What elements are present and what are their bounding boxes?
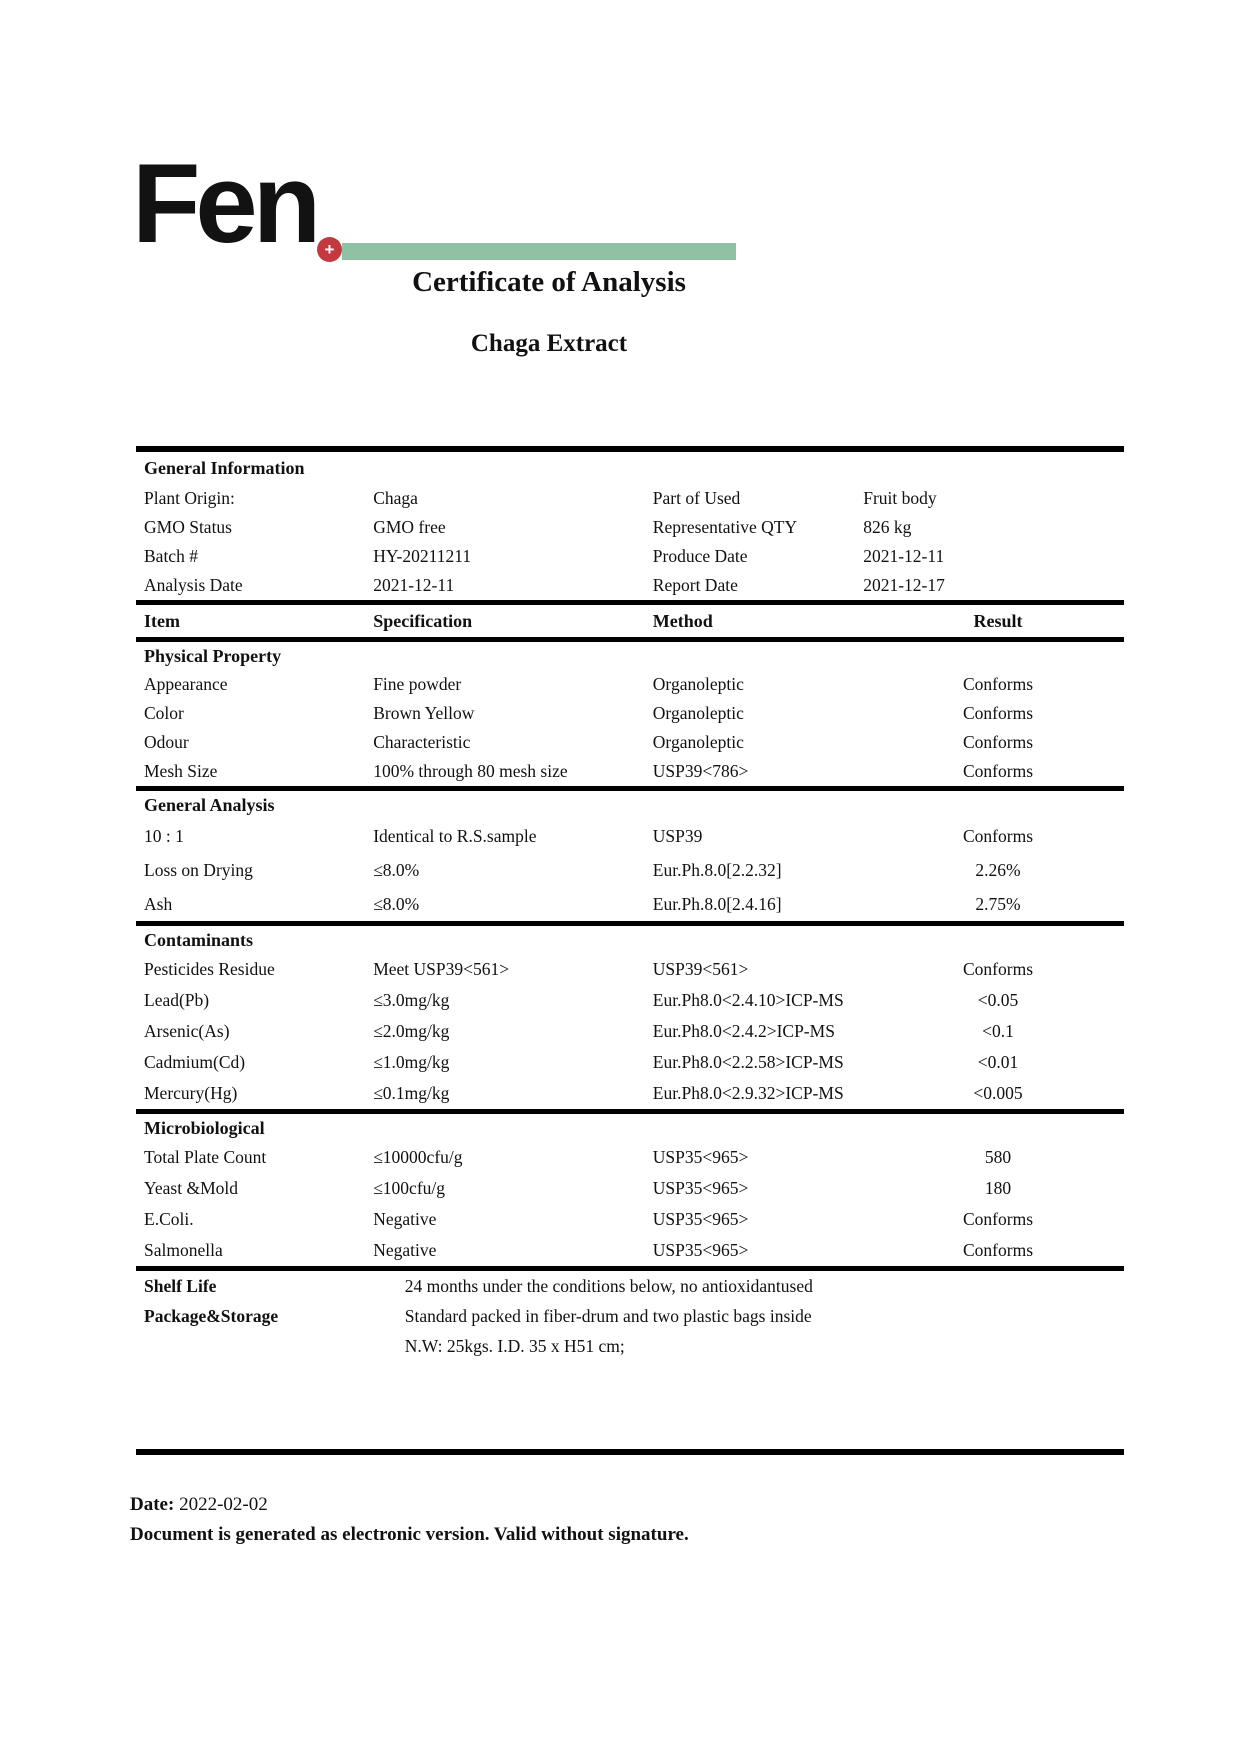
spec-cell: ≤100cfu/g xyxy=(373,1178,446,1198)
method-cell: USP39<786> xyxy=(652,761,749,781)
method-cell: USP35<965> xyxy=(652,1209,749,1229)
section-heading-contaminants: Contaminants xyxy=(144,930,254,950)
item-cell: Arsenic(As) xyxy=(144,1021,230,1041)
contaminants-rows xyxy=(136,954,1124,1109)
method-cell: Eur.Ph8.0<2.9.32>ICP-MS xyxy=(652,1083,844,1103)
result-cell: <0.05 xyxy=(977,990,1019,1010)
item-cell: 10 : 1 xyxy=(144,826,184,846)
spec-row xyxy=(136,954,1124,985)
storage-label: Shelf Life xyxy=(144,1276,217,1296)
method-cell: Eur.Ph.8.0[2.4.16] xyxy=(652,894,782,914)
bottom-gap xyxy=(136,1361,1124,1449)
spec-row xyxy=(136,1204,1124,1235)
storage-value: 24 months under the conditions below, no antioxidantused xyxy=(404,1276,813,1296)
section-heading-general-analysis: General Analysis xyxy=(144,795,275,815)
header-method: Method xyxy=(652,611,713,631)
product-subtitle: Chaga Extract xyxy=(470,330,628,357)
spec-row xyxy=(136,853,1124,887)
footer-date xyxy=(130,1490,689,1520)
spec-cell: Brown Yellow xyxy=(373,703,475,723)
method-cell: Eur.Ph.8.0[2.2.32] xyxy=(652,860,782,880)
info-value: 2021-12-11 xyxy=(373,575,455,595)
method-cell: Organoleptic xyxy=(652,703,744,723)
spec-cell: Characteristic xyxy=(373,732,471,752)
info-value: GMO free xyxy=(373,517,446,537)
title-box xyxy=(136,266,962,299)
certificate-title: Certificate of Analysis xyxy=(412,266,686,298)
spec-cell: ≤8.0% xyxy=(373,894,420,914)
info-label: Plant Origin: xyxy=(144,488,235,508)
result-cell: Conforms xyxy=(963,674,1033,694)
footer xyxy=(130,1490,689,1550)
storage-row xyxy=(136,1331,1124,1361)
physical-property-rows xyxy=(136,670,1124,786)
method-cell: USP35<965> xyxy=(652,1147,749,1167)
storage-label xyxy=(136,1331,405,1361)
result-cell: 180 xyxy=(984,1178,1012,1198)
spec-row xyxy=(136,819,1124,853)
info-value: 2021-12-11 xyxy=(863,546,945,566)
item-cell: Mesh Size xyxy=(144,761,218,781)
general-info-row xyxy=(136,513,1124,542)
item-cell: Ash xyxy=(144,894,173,914)
header-specification: Specification xyxy=(373,611,473,631)
spec-cell: ≤3.0mg/kg xyxy=(373,990,450,1010)
coa-table xyxy=(136,446,1124,1455)
info-value: 826 kg xyxy=(863,517,912,537)
item-cell: Total Plate Count xyxy=(144,1147,267,1167)
header-result: Result xyxy=(973,611,1023,631)
section-heading-microbiological: Microbiological xyxy=(144,1118,265,1138)
spec-row xyxy=(136,887,1124,921)
table-header-row xyxy=(136,605,1124,637)
spec-cell: Identical to R.S.sample xyxy=(373,826,537,846)
info-value: Fruit body xyxy=(863,488,937,508)
storage-row xyxy=(136,1271,1124,1301)
result-cell: 580 xyxy=(984,1147,1012,1167)
method-cell: Organoleptic xyxy=(652,674,744,694)
storage-value: Standard packed in fiber-drum and two plastic bags inside xyxy=(404,1306,812,1326)
result-cell: Conforms xyxy=(963,703,1033,723)
microbiological-rows xyxy=(136,1142,1124,1266)
item-cell: Yeast &Mold xyxy=(144,1178,239,1198)
spec-cell: ≤0.1mg/kg xyxy=(373,1083,450,1103)
item-cell: Color xyxy=(144,703,184,723)
spec-cell: Negative xyxy=(373,1209,437,1229)
result-cell: <0.005 xyxy=(973,1083,1023,1103)
method-cell: Eur.Ph8.0<2.4.2>ICP-MS xyxy=(652,1021,835,1041)
method-cell: USP39<561> xyxy=(652,959,749,979)
general-analysis-rows xyxy=(136,819,1124,921)
spec-row xyxy=(136,985,1124,1016)
item-cell: Odour xyxy=(144,732,189,752)
info-label: Produce Date xyxy=(652,546,748,566)
spec-cell: Meet USP39<561> xyxy=(373,959,510,979)
info-value: Chaga xyxy=(373,488,418,508)
spec-cell: Fine powder xyxy=(373,674,462,694)
spec-row xyxy=(136,728,1124,757)
info-label: Report Date xyxy=(652,575,738,595)
method-cell: USP35<965> xyxy=(652,1240,749,1260)
method-cell: Eur.Ph8.0<2.2.58>ICP-MS xyxy=(652,1052,844,1072)
spec-row xyxy=(136,1078,1124,1109)
spec-row xyxy=(136,757,1124,786)
method-cell: USP35<965> xyxy=(652,1178,749,1198)
info-label: GMO Status xyxy=(144,517,232,537)
result-cell: Conforms xyxy=(963,1240,1033,1260)
method-cell: Organoleptic xyxy=(652,732,744,752)
result-cell: Conforms xyxy=(963,732,1033,752)
general-information-heading: General Information xyxy=(144,458,305,478)
general-info-row xyxy=(136,484,1124,513)
logo-accent-bar xyxy=(342,243,736,260)
info-label: Representative QTY xyxy=(652,517,798,537)
spec-row xyxy=(136,1235,1124,1266)
header-item: Item xyxy=(144,611,180,631)
general-information-section xyxy=(136,484,1124,600)
result-cell: 2.26% xyxy=(975,860,1021,880)
storage-row xyxy=(136,1301,1124,1331)
item-cell: Cadmium(Cd) xyxy=(144,1052,246,1072)
spec-cell: ≤1.0mg/kg xyxy=(373,1052,450,1072)
footer-date-value: 2022-02-02 xyxy=(174,1494,268,1515)
result-cell: <0.01 xyxy=(977,1052,1019,1072)
item-cell: E.Coli. xyxy=(144,1209,194,1229)
spec-row xyxy=(136,670,1124,699)
spec-row xyxy=(136,1016,1124,1047)
info-label: Part of Used xyxy=(652,488,741,508)
company-logo: Fen xyxy=(132,141,317,266)
footer-date-label: Date: xyxy=(130,1494,175,1515)
general-info-row xyxy=(136,571,1124,600)
storage-label: Package&Storage xyxy=(144,1306,279,1326)
storage-section xyxy=(136,1271,1124,1361)
storage-value: N.W: 25kgs. I.D. 35 x H51 cm; xyxy=(404,1336,625,1356)
item-cell: Loss on Drying xyxy=(144,860,253,880)
spec-cell: 100% through 80 mesh size xyxy=(373,761,568,781)
result-cell: <0.1 xyxy=(982,1021,1014,1041)
spec-row xyxy=(136,699,1124,728)
item-cell: Appearance xyxy=(144,674,228,694)
result-cell: 2.75% xyxy=(975,894,1021,914)
spec-row xyxy=(136,1047,1124,1078)
spec-cell: ≤2.0mg/kg xyxy=(373,1021,450,1041)
spec-row xyxy=(136,1173,1124,1204)
result-cell: Conforms xyxy=(963,1209,1033,1229)
subtitle-box xyxy=(136,330,962,358)
plus-icon: + xyxy=(324,239,335,259)
item-cell: Lead(Pb) xyxy=(144,990,210,1010)
result-cell: Conforms xyxy=(963,826,1033,846)
item-cell: Pesticides Residue xyxy=(144,959,275,979)
info-label: Batch # xyxy=(144,546,198,566)
info-value: 2021-12-17 xyxy=(863,575,945,595)
spec-cell: ≤10000cfu/g xyxy=(373,1147,463,1167)
footer-note: Document is generated as electronic version. Valid without signature. xyxy=(130,1524,689,1545)
spec-cell: Negative xyxy=(373,1240,437,1260)
info-value: HY-20211211 xyxy=(373,546,472,566)
item-cell: Salmonella xyxy=(144,1240,223,1260)
item-cell: Mercury(Hg) xyxy=(144,1083,238,1103)
method-cell: USP39 xyxy=(652,826,703,846)
logo-dot xyxy=(317,237,342,262)
rule-bottom xyxy=(136,1449,1124,1455)
spec-row xyxy=(136,1142,1124,1173)
spec-cell: ≤8.0% xyxy=(373,860,420,880)
section-heading-physical-property: Physical Property xyxy=(144,646,282,666)
result-cell: Conforms xyxy=(963,959,1033,979)
method-cell: Eur.Ph8.0<2.4.10>ICP-MS xyxy=(652,990,844,1010)
info-label: Analysis Date xyxy=(144,575,243,595)
result-cell: Conforms xyxy=(963,761,1033,781)
general-info-row xyxy=(136,542,1124,571)
